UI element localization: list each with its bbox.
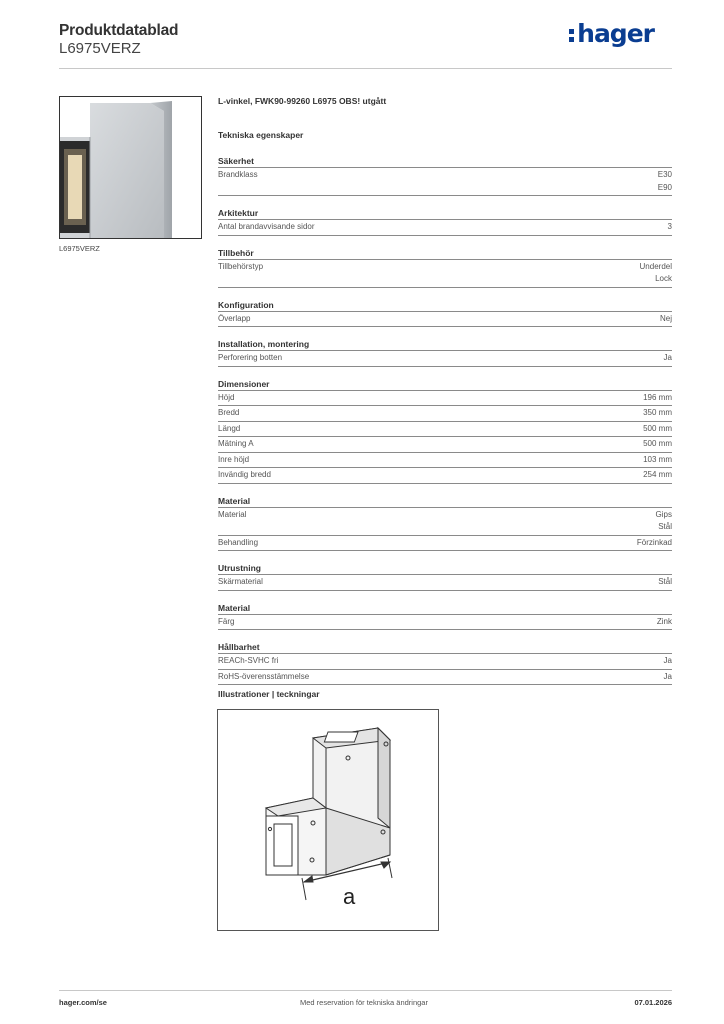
l-bend-drawing-icon xyxy=(218,710,438,930)
spec-group-title: Installation, montering xyxy=(218,337,672,351)
spec-row xyxy=(218,260,672,288)
header-divider xyxy=(59,68,672,69)
spec-value-line: Underdel xyxy=(639,261,672,271)
spec-value xyxy=(643,454,672,467)
spec-group xyxy=(218,377,672,484)
spec-group-title: Tillbehör xyxy=(218,246,672,260)
product-code: L6975VERZ xyxy=(59,40,141,57)
spec-row xyxy=(218,351,672,367)
spec-label: Skärmaterial xyxy=(218,577,263,586)
hager-logo xyxy=(569,19,654,48)
spec-label: Brandklass xyxy=(218,170,258,179)
spec-value xyxy=(643,438,672,451)
spec-row xyxy=(218,670,672,686)
illustration-drawing xyxy=(217,709,439,931)
footer-website[interactable]: hager.com/se xyxy=(59,998,107,1007)
product-description: L-vinkel, FWK90-99260 L6975 OBS! utgått xyxy=(218,96,387,106)
spec-value-line: Ja xyxy=(663,353,672,362)
spec-value xyxy=(664,655,672,668)
spec-row xyxy=(218,406,672,422)
spec-group xyxy=(218,337,672,367)
logo-text: hager xyxy=(577,19,654,48)
spec-value xyxy=(658,576,672,589)
spec-value-line: Stål xyxy=(658,577,672,586)
spec-value xyxy=(656,509,672,534)
spec-value xyxy=(668,221,672,234)
spec-value xyxy=(643,423,672,436)
spec-value-line: Nej xyxy=(659,313,672,323)
spec-row xyxy=(218,508,672,536)
product-photo xyxy=(59,96,202,239)
spec-group-title: Säkerhet xyxy=(218,154,672,168)
spec-value-line: E30 xyxy=(657,170,672,179)
spec-row xyxy=(218,536,672,552)
spec-value-line: Stål xyxy=(658,522,672,531)
spec-value-line: 254 mm xyxy=(643,470,672,479)
spec-label: Överlapp xyxy=(218,313,251,323)
spec-value xyxy=(664,352,672,365)
spec-label: Höjd xyxy=(218,392,235,402)
document-title: Produktdatablad xyxy=(59,22,179,39)
spec-group-title: Utrustning xyxy=(218,561,672,575)
spec-group xyxy=(218,206,672,236)
spec-value-line: 3 xyxy=(667,222,672,231)
l-bend-photo-icon xyxy=(60,97,202,239)
spec-label: Längd xyxy=(218,423,241,433)
spec-group xyxy=(218,154,672,196)
photo-caption: L6975VERZ xyxy=(59,244,100,253)
spec-label: Mätning A xyxy=(218,439,254,448)
spec-row xyxy=(218,437,672,453)
spec-value xyxy=(643,392,672,405)
spec-label: Behandling xyxy=(218,537,259,547)
spec-group xyxy=(218,561,672,591)
spec-group-title: Dimensioner xyxy=(218,377,672,391)
spec-group-title: Arkitektur xyxy=(218,206,672,220)
spec-value-line: 196 mm xyxy=(643,392,672,402)
spec-value-line: Gips xyxy=(655,509,672,519)
spec-group xyxy=(218,601,672,631)
spec-group xyxy=(218,246,672,288)
spec-value-line: Zink xyxy=(656,616,672,626)
spec-label: Bredd xyxy=(218,408,240,417)
spec-row xyxy=(218,453,672,469)
spec-label: Invändig bredd xyxy=(218,470,271,479)
spec-group-title: Konfiguration xyxy=(218,298,672,312)
spec-label: Material xyxy=(218,509,247,519)
spec-value-line: Förzinkad xyxy=(636,537,672,547)
spec-row xyxy=(218,468,672,484)
logo-colon-icon xyxy=(569,28,575,42)
spec-group-title: Material xyxy=(218,494,672,508)
spec-label: Inre höjd xyxy=(218,454,250,464)
footer-date: 07.01.2026 xyxy=(634,998,672,1007)
spec-value-line: Ja xyxy=(663,656,672,665)
spec-label: Perforering botten xyxy=(218,353,283,362)
spec-value-line: Ja xyxy=(663,671,672,681)
spec-group-title: Hållbarhet xyxy=(218,640,672,654)
spec-label: Tillbehörstyp xyxy=(218,261,264,271)
spec-value-line: 500 mm xyxy=(643,439,672,448)
spec-group xyxy=(218,298,672,328)
spec-value xyxy=(637,537,672,550)
spec-value-line: E90 xyxy=(657,182,672,192)
footer-note: Med reservation för tekniska ändringar xyxy=(300,998,428,1007)
spec-label: REACh-SVHC fri xyxy=(218,656,279,665)
spec-row xyxy=(218,615,672,631)
footer-divider xyxy=(59,990,672,991)
spec-value-line: 500 mm xyxy=(643,423,672,433)
spec-value xyxy=(660,313,672,326)
illustrations-title: Illustrationer | teckningar xyxy=(218,689,320,699)
spec-row xyxy=(218,312,672,328)
spec-value xyxy=(640,261,672,286)
spec-value-line: 103 mm xyxy=(643,454,672,464)
spec-row xyxy=(218,422,672,438)
spec-group xyxy=(218,640,672,685)
spec-value xyxy=(657,616,672,629)
spec-value-line: 350 mm xyxy=(643,408,672,417)
spec-content xyxy=(218,96,672,685)
spec-label: Färg xyxy=(218,616,235,626)
spec-label: RoHS-överensstämmelse xyxy=(218,671,310,681)
spec-value xyxy=(643,407,672,420)
spec-row xyxy=(218,575,672,591)
spec-value xyxy=(658,169,672,194)
spec-section-title: Tekniska egenskaper xyxy=(218,130,304,140)
spec-value xyxy=(664,671,672,684)
spec-row xyxy=(218,168,672,196)
spec-groups xyxy=(218,154,672,685)
spec-group xyxy=(218,494,672,552)
spec-row xyxy=(218,391,672,407)
spec-row xyxy=(218,654,672,670)
page-header xyxy=(59,19,672,70)
dimension-label-a: a xyxy=(343,884,356,909)
spec-label: Antal brandavvisande sidor xyxy=(218,222,315,231)
spec-value xyxy=(643,469,672,482)
spec-row xyxy=(218,220,672,236)
spec-value-line: Lock xyxy=(655,274,672,283)
spec-group-title: Material xyxy=(218,601,672,615)
